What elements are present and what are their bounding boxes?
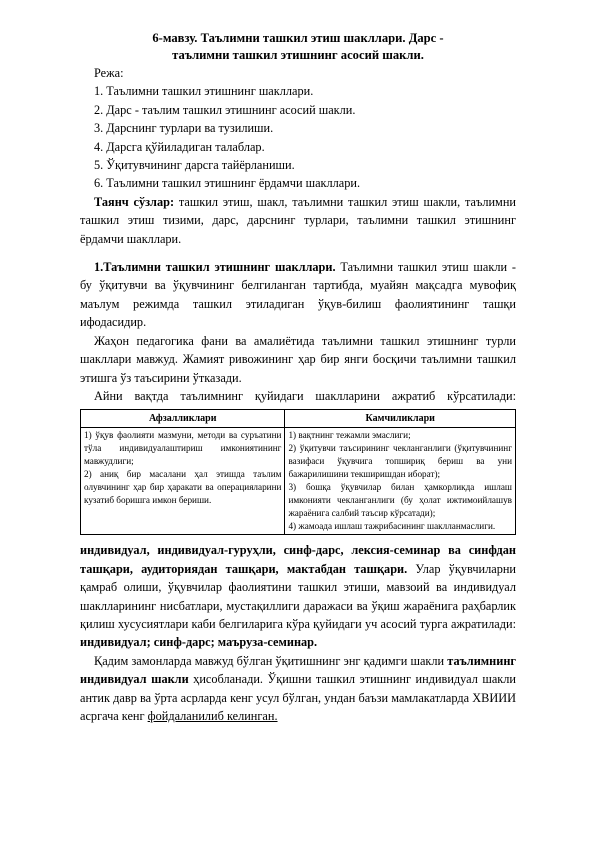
pros-item: 1) ўқув фаолияти мазмуни, методи ва суръатини тўла индивидуалаштириш имкониятининг мавжудлиги; bbox=[84, 430, 282, 467]
page-title bbox=[80, 30, 516, 64]
individual-form-bold: таълимнинг индивидуал шакли bbox=[80, 653, 516, 687]
underlined-text: фойдаланилиб келинган. bbox=[147, 708, 278, 723]
paragraph-5 bbox=[80, 652, 516, 726]
forms-list-bold: индивидуал, индивидуал-гуруҳли, синф-дарс, лексия-семинар ва синфдан ташқари, аудиториядан ташқари, мактабдан ташқари. bbox=[80, 543, 516, 576]
plan-item: 2. Дарс - таълим ташкил этишнинг асосий шакли. bbox=[94, 102, 356, 117]
cons-item: 2) ўқитувчи таъсирининг чекланганлиги (ўқитувчининг вазифаси ўқувчига топшириқ бериш ва уни бажарилишини текширишдан иборат); bbox=[288, 443, 512, 480]
title-line-2: таълимни ташкил этишнинг асосий шакли. bbox=[172, 48, 424, 62]
keywords-text: ташкил этиш, шакл, таълимни ташкил этиш шакли, таълимни ташкил этиш тизими, дарс, дарснинг турлари, таълимни ташкил этишнинг ёрдамчи шакллари. bbox=[80, 194, 516, 246]
plan-item: 3. Дарснинг турлари ва тузилиши. bbox=[94, 121, 274, 136]
plan-item: 5. Ўқитувчининг дарсга тайёрланиши. bbox=[94, 158, 295, 173]
section1-text: Таълимни ташкил этиш шакли - бу ўқитувчи ва ўқувчининг белгиланган тартибда, муайян мақсадга мувофиқ маълум режимда ташкил этиладиган ўқув-билиш фаолиятининг ташқи ифодасидир. bbox=[80, 260, 516, 330]
forms-types-bold: индивидуал; синф-дарс; маъруза-семинар. bbox=[80, 635, 318, 650]
section1-paragraph bbox=[80, 258, 516, 332]
keywords-label: Таянч сўзлар: bbox=[94, 194, 175, 209]
plan-item: 6. Таълимни ташкил этишнинг ёрдамчи шакллари. bbox=[94, 176, 361, 191]
table-header-cons: Камчиликлари bbox=[285, 410, 516, 428]
cons-item: 3) бошқа ўқувчилар билан ҳамкорликда ишлаш имконияти чекланганлиги (бу ҳолат ижтимоийлашув жараёнига салбий таъсир кўрсатади); bbox=[288, 482, 512, 519]
table-header-pros: Афзалликлари bbox=[81, 410, 285, 428]
plan-item: 1. Таълимни ташкил этишнинг шакллари. bbox=[94, 84, 314, 99]
table-cell-cons bbox=[285, 428, 516, 535]
pros-cons-table bbox=[80, 409, 516, 535]
cons-item: 1) вақтнинг тежамли эмаслиги; bbox=[288, 430, 411, 441]
cons-item: 4) жамоада ишлаш тажрибасининг шаклланмаслиги. bbox=[288, 521, 496, 532]
table-cell-pros bbox=[81, 428, 285, 535]
section1-heading: 1.Таълимни ташкил этишнинг шакллари. bbox=[94, 260, 336, 275]
plan-label: Режа: bbox=[94, 66, 124, 80]
paragraph-4-text: Улар ўқувчиларни қамраб олиши, ўқувчилар фаолиятини ташкил этиши, мавзоий ва индивидуал шаклларининг нисбатлари, мустақиллиги даражаси ва ўқиш жараёнига раҳбарлик қилиш хусусиятлари каби белгиларига кўра қуйидаги уч асосий турга ажратилади: bbox=[80, 561, 516, 631]
paragraph-2: Жаҳон педагогика фани ва амалиётида таълимни ташкил этишнинг турли шакллари мавжуд. Жамият ривожининг ҳар бир янги босқичи таълимни ташкил этишга ўз таъсирини ўтказади. bbox=[80, 333, 516, 385]
paragraph-3: Айни вақтда таълимнинг қуйидаги шаклларини ажратиб кўрсатилади: bbox=[94, 388, 516, 403]
plan-item: 4. Дарсга қўйиладиган талаблар. bbox=[94, 139, 265, 154]
paragraph-5-text-1: Қадим замонларда мавжуд бўлган ўқитишнинг энг қадимги шакли bbox=[94, 653, 448, 668]
title-line-1: 6-мавзу. Таълимни ташкил этиш шакллари. Дарс - bbox=[152, 31, 444, 45]
document-page bbox=[80, 30, 516, 725]
pros-item: 2) аниқ бир масалани ҳал этишда таълим олувчининг ҳар бир ҳаракати ва операцияларини кузатиб боришга имкон бериши. bbox=[84, 469, 282, 506]
paragraph-4 bbox=[80, 541, 516, 651]
paragraph-5-text-2: ҳисобланади. Ўқишни ташкил этишнинг индивидуал шакли антик давр ва ўрта асрларда кенг усул бўлган, ундан баъзи мамлакатларда ХВИИИ асргача кенг bbox=[80, 672, 516, 723]
plan-list bbox=[80, 82, 516, 192]
keywords-paragraph bbox=[80, 193, 516, 248]
